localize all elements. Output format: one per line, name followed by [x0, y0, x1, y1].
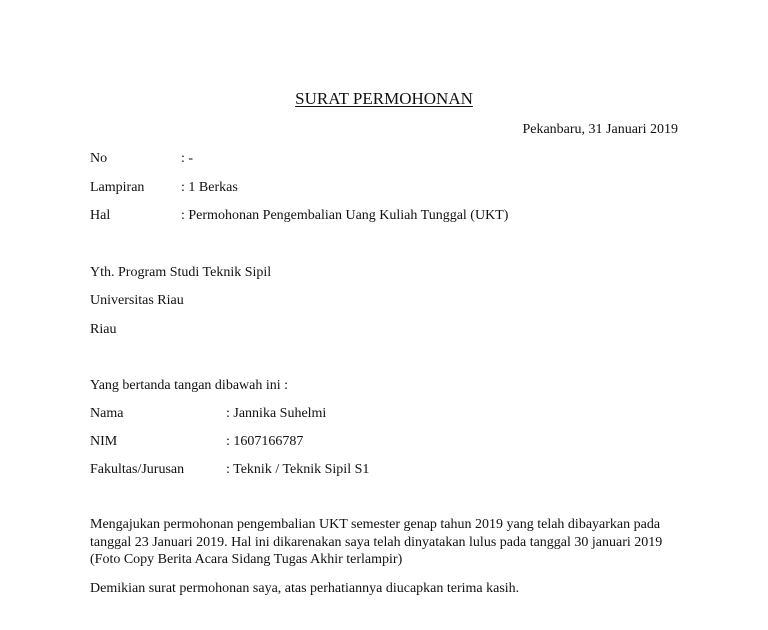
body-paragraph	[90, 516, 680, 569]
field-label-lampiran: Lampiran	[90, 180, 145, 195]
field-label-nim: NIM	[90, 434, 118, 449]
body-line: Mengajukan permohonan pengembalian UKT semester genap tahun 2019 yang telah dibayarkan pada	[90, 517, 661, 532]
field-value-no: : -	[181, 151, 194, 166]
body-line: (Foto Copy Berita Acara Sidang Tugas Akhir terlampir)	[90, 552, 403, 567]
intro-text: Yang bertanda tangan dibawah ini :	[90, 378, 289, 393]
field-label-nama: Nama	[90, 406, 124, 421]
field-label-no: No	[90, 151, 108, 166]
closing-text: Demikian surat permohonan saya, atas perhatiannya diucapkan terima kasih.	[90, 581, 520, 596]
field-value-hal: : Permohonan Pengembalian Uang Kuliah Tunggal (UKT)	[181, 208, 509, 223]
field-value-nim: : 1607166787	[226, 434, 304, 449]
field-value-lampiran: : 1 Berkas	[181, 180, 238, 195]
field-value-nama: : Jannika Suhelmi	[226, 406, 327, 421]
recipient-line: Universitas Riau	[90, 293, 184, 308]
letter-title: SURAT PERMOHONAN	[295, 89, 473, 108]
field-value-fakultas: : Teknik / Teknik Sipil S1	[226, 462, 370, 477]
field-label-fakultas: Fakultas/Jurusan	[90, 462, 185, 477]
field-label-hal: Hal	[90, 208, 111, 223]
recipient-line: Yth. Program Studi Teknik Sipil	[90, 265, 272, 280]
recipient-line: Riau	[90, 322, 117, 337]
body-line: tanggal 23 Januari 2019. Hal ini dikarenakan saya telah dinyatakan lulus pada tanggal 30 januari 2019	[90, 534, 663, 550]
place-date: Pekanbaru, 31 Januari 2019	[522, 122, 678, 137]
